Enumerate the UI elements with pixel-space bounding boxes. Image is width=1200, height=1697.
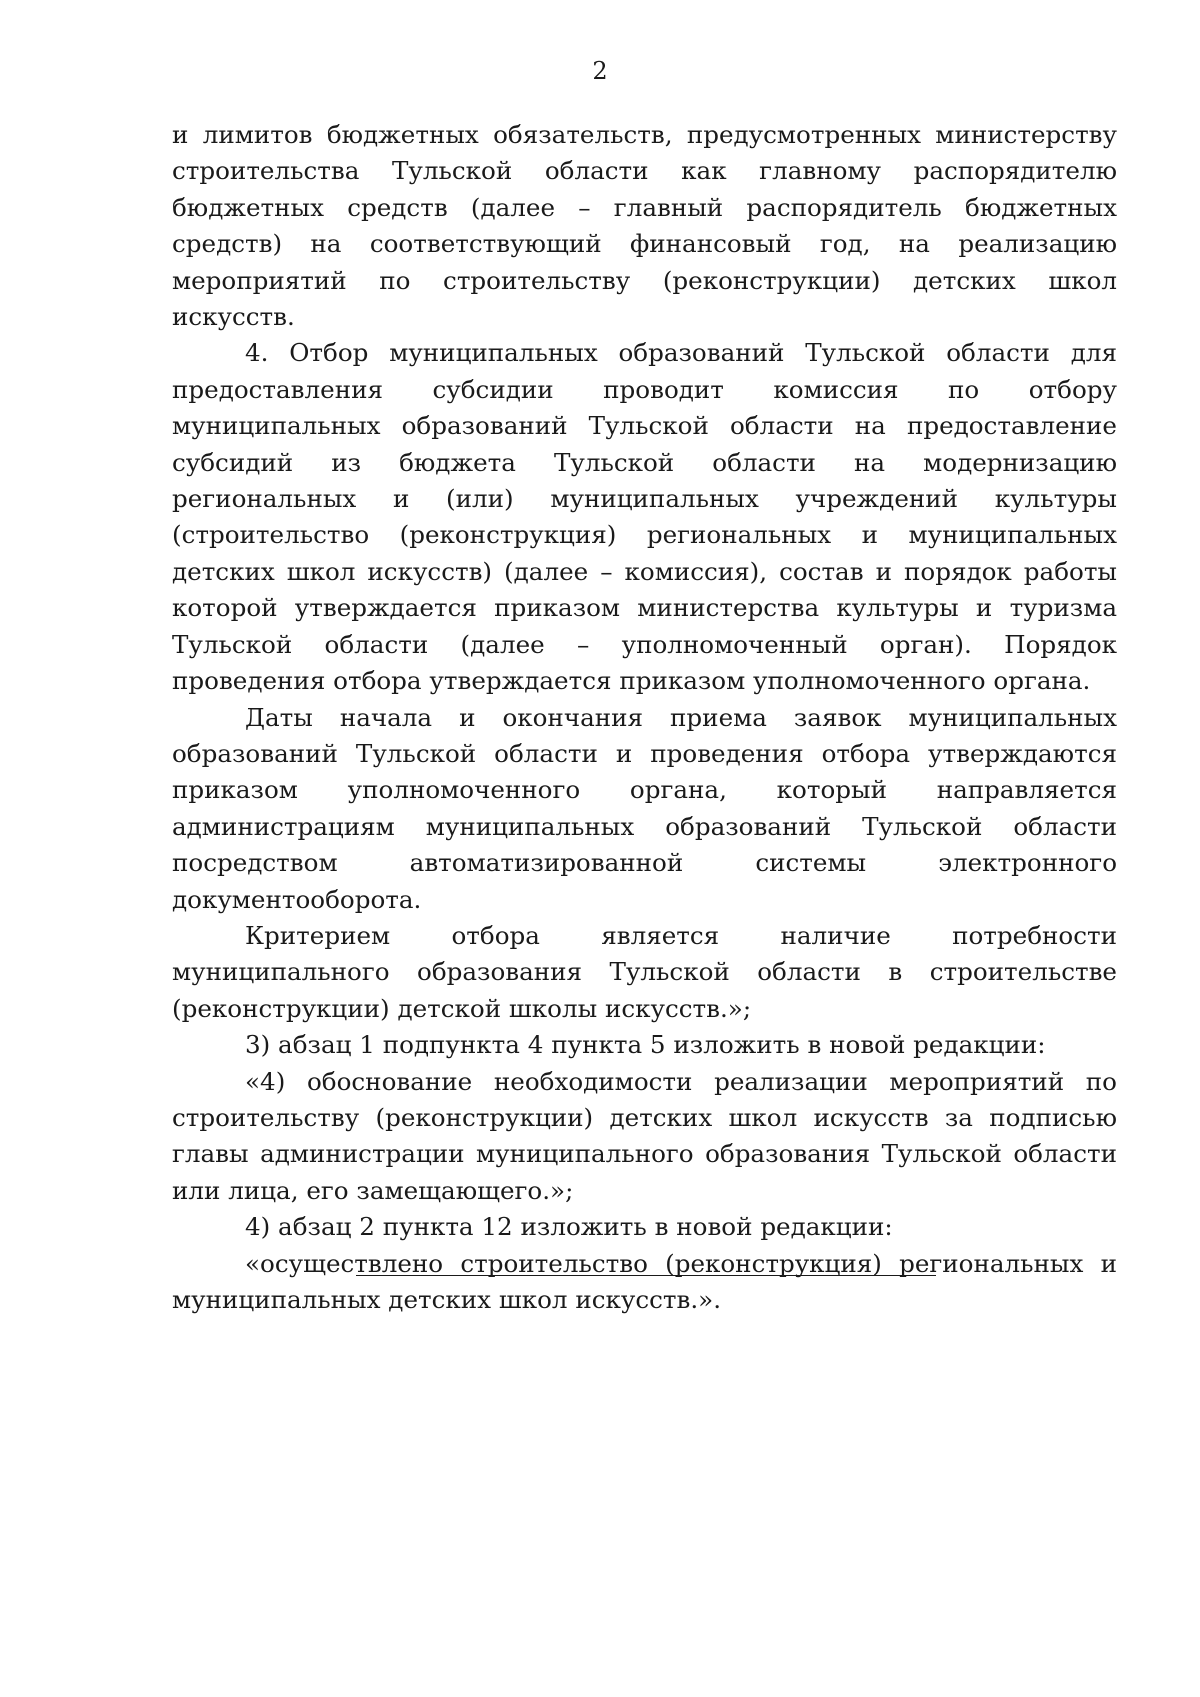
paragraph-amendment-4: 4) абзац 2 пункта 12 изложить в новой редакции: — [245, 1212, 893, 1242]
paragraph-continuation: и лимитов бюджетных обязательств, предусмотренных министерству строительства Тульской области как главному распорядителю бюджетных средств (далее – главный распорядитель бюджетных средств) на соответствующий финансовый год, на реализацию мероприятий по строительству (реконструкции) детских школ искусств. — [172, 120, 1117, 332]
paragraph-item-12-text: «осуществлено строительство (реконструкция) региональных и муниципальных детских школ искусств.». — [172, 1248, 1117, 1314]
end-separator-line — [356, 1275, 936, 1276]
page-number: 2 — [592, 57, 608, 85]
paragraph-criterion: Критерием отбора является наличие потребности муниципального образования Тульской области в строительстве (реконструкции) детской школы искусств.»; — [172, 920, 1117, 1023]
paragraph-subitem-4-text: «4) обоснование необходимости реализации мероприятий по строительству (реконструкции) детских школ искусств за подписью главы администрации муниципального образования Тульской области или лица, его замещающего.»; — [172, 1066, 1117, 1205]
document-body — [172, 117, 1117, 1318]
paragraph-dates: Даты начала и окончания приема заявок муниципальных образований Тульской области и проведения отбора утверждаются приказом уполномоченного органа, который направляется администрациям муниципальных образований Тульской области посредством автоматизированной системы электронного документооборота. — [172, 702, 1117, 914]
paragraph-item-4: 4. Отбор муниципальных образований Тульской области для предоставления субсидии проводит комиссия по отбору муниципальных образований Тульской области на предоставление субсидий из бюджета Тульской области на модернизацию региональных и (или) муниципальных учреждений культуры (строительство (реконструкция) региональных и муниципальных детских школ искусств) (далее – комиссия), состав и порядок работы которой утверждается приказом министерства культуры и туризма Тульской области (далее – уполномоченный орган). Порядок проведения отбора утверждается приказом уполномоченного органа. — [172, 338, 1117, 696]
paragraph-amendment-3: 3) абзац 1 подпункта 4 пункта 5 изложить в новой редакции: — [245, 1030, 1046, 1060]
